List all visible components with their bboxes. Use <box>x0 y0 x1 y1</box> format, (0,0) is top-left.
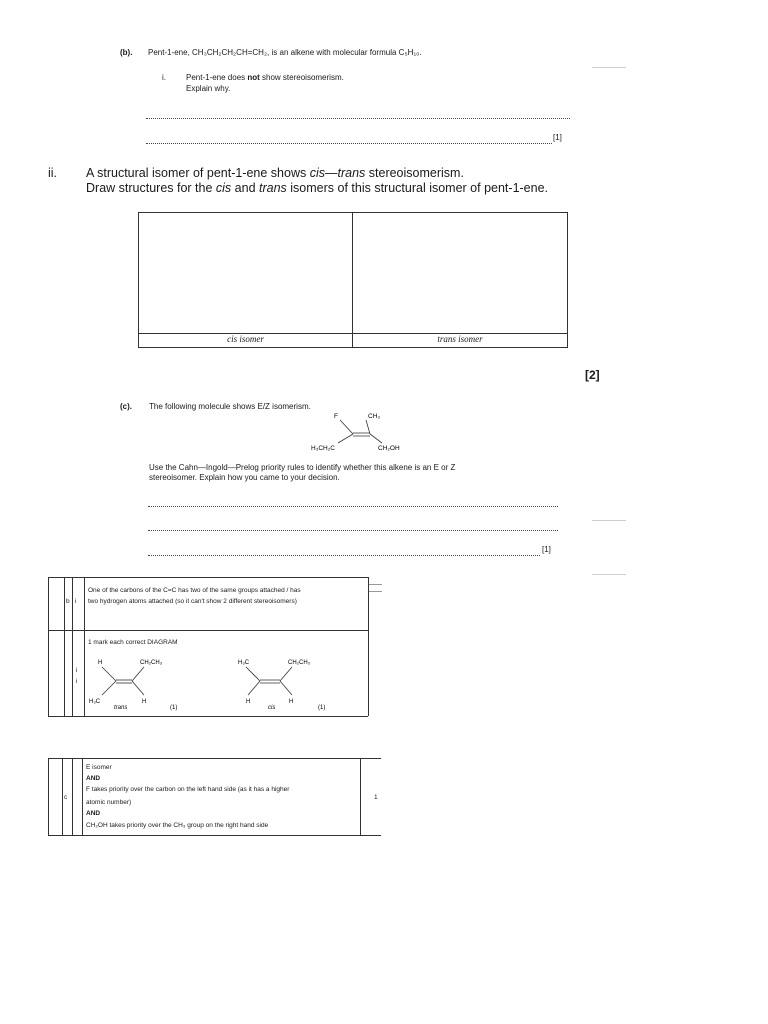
margin-line <box>369 584 382 585</box>
atom-label: F <box>334 413 338 420</box>
bond <box>248 681 260 695</box>
bond <box>246 667 260 681</box>
part-c-question-line2: stereoisomer. Explain how you came to your decision. <box>149 473 340 482</box>
bond <box>132 667 144 681</box>
table-border <box>48 835 381 836</box>
question-text: isomers of this structural isomer of pent-1-ene. <box>286 181 549 195</box>
trans-isomer-diagram <box>86 655 196 713</box>
atom-label: H₃C <box>89 699 101 705</box>
question-text: stereoisomerism. <box>365 166 464 180</box>
margin-line <box>592 574 626 575</box>
question-ref: b <box>66 598 70 605</box>
part-c-label: (c). <box>120 402 132 411</box>
question-text: Draw structures for the <box>86 181 216 195</box>
table-border <box>48 630 368 631</box>
bond <box>102 681 116 695</box>
table-border <box>48 758 49 835</box>
atom-label: H <box>246 699 251 705</box>
table-border <box>72 577 73 716</box>
question-ref: i <box>76 678 78 685</box>
table-border <box>64 577 65 716</box>
part-b-i-label: i. <box>162 73 166 82</box>
mark-allocation: (1) <box>318 705 326 711</box>
part-b-i-explain: Explain why. <box>186 84 231 93</box>
atom-label: CH₂CH₃ <box>288 660 311 666</box>
mark-allocation: [1] <box>542 545 551 554</box>
table-border <box>62 758 63 835</box>
answer-text: F takes priority over the carbon on the left hand side (as it has a higher <box>86 786 290 793</box>
table-border <box>48 577 368 578</box>
table-border <box>48 758 381 759</box>
answer-text: One of the carbons of the C=C has two of the same groups attached / has <box>88 587 301 594</box>
question-italic: cis—trans <box>309 166 366 180</box>
bond <box>132 681 144 695</box>
atom-label: H <box>98 660 103 666</box>
atom-label: H₃C <box>238 660 250 666</box>
answer-text: two hydrogen atoms attached (so it can't show 2 different stereoisomers) <box>88 598 297 605</box>
cis-isomer-diagram <box>234 655 354 713</box>
question-italic: trans <box>259 181 287 195</box>
table-border <box>48 577 49 716</box>
trans-caption: trans isomer <box>437 334 483 344</box>
margin-line <box>592 67 626 68</box>
part-b-ii-label: ii. <box>48 166 58 180</box>
isomer-name: cis <box>268 705 276 711</box>
question-text: show stereoisomerism. <box>259 73 344 82</box>
margin-line <box>592 520 626 521</box>
drawing-grid <box>138 212 568 348</box>
answer-line[interactable] <box>148 506 558 507</box>
part-b-label: (b). <box>120 48 133 57</box>
part-b-ii-line1 <box>86 166 464 180</box>
table-border <box>82 758 83 835</box>
bond <box>366 420 370 434</box>
margin-line <box>369 591 382 592</box>
table-border <box>72 758 73 835</box>
cis-drawing-box[interactable] <box>139 213 353 333</box>
table-border <box>368 577 369 716</box>
cis-caption: cis isomer <box>139 334 353 347</box>
bond <box>280 667 292 681</box>
answer-line[interactable] <box>148 555 540 556</box>
question-text: Pent-1-ene does <box>186 73 248 82</box>
answer-connector: AND <box>86 810 101 817</box>
question-italic: cis <box>215 181 232 195</box>
isomer-name: trans <box>114 705 128 711</box>
mark-allocation: (1) <box>170 705 178 711</box>
marks-value: 1 <box>374 794 378 801</box>
part-b-ii-line2 <box>86 181 548 195</box>
answer-heading: 1 mark each correct DIAGRAM <box>88 639 178 646</box>
atom-label: CH₂CH₃ <box>140 660 163 666</box>
atom-label: CH₃ <box>368 413 381 420</box>
question-ref: c <box>64 794 68 801</box>
answer-connector: AND <box>86 775 101 782</box>
question-text: A structural isomer of pent-1-ene shows <box>86 166 310 180</box>
bond <box>280 681 292 695</box>
bond <box>340 420 353 434</box>
question-ref: i <box>76 667 78 674</box>
table-border <box>360 758 361 835</box>
table-border <box>84 577 85 716</box>
atom-label: H₃CH₂C <box>311 445 335 452</box>
answer-text: E isomer <box>86 764 112 771</box>
part-c-question-line1: Use the Cahn—Ingold—Prelog priority rules to identify whether this alkene is an E or Z <box>149 463 456 472</box>
markscheme-table <box>48 577 368 717</box>
part-c-intro: The following molecule shows E/Z isomerism. <box>149 402 311 411</box>
answer-line[interactable] <box>146 143 552 144</box>
bond <box>102 667 116 681</box>
markscheme-table <box>48 758 381 836</box>
atom-label: CH₂OH <box>378 445 400 452</box>
molecule-diagram <box>300 408 420 456</box>
part-b-intro: Pent-1-ene, CH₃CH₂CH₂CH=CH₂, is an alkene with molecular formula C₅H₁₀. <box>148 48 422 57</box>
trans-drawing-box[interactable] <box>353 213 567 333</box>
answer-text: atomic number) <box>86 799 132 806</box>
question-text: and <box>231 181 259 195</box>
question-bold: not <box>247 73 260 82</box>
atom-label: H <box>289 699 294 705</box>
answer-text: CH₂OH takes priority over the CH₃ group on the right hand side <box>86 822 269 829</box>
mark-allocation: [1] <box>553 133 562 142</box>
answer-line[interactable] <box>148 530 558 531</box>
answer-line[interactable] <box>146 118 570 119</box>
question-ref: i <box>75 598 77 605</box>
bond <box>370 434 382 443</box>
mark-allocation: [2] <box>585 368 600 382</box>
atom-label: H <box>142 699 147 705</box>
bond <box>338 434 353 443</box>
table-border <box>48 716 368 717</box>
part-b-i-question <box>186 73 344 82</box>
